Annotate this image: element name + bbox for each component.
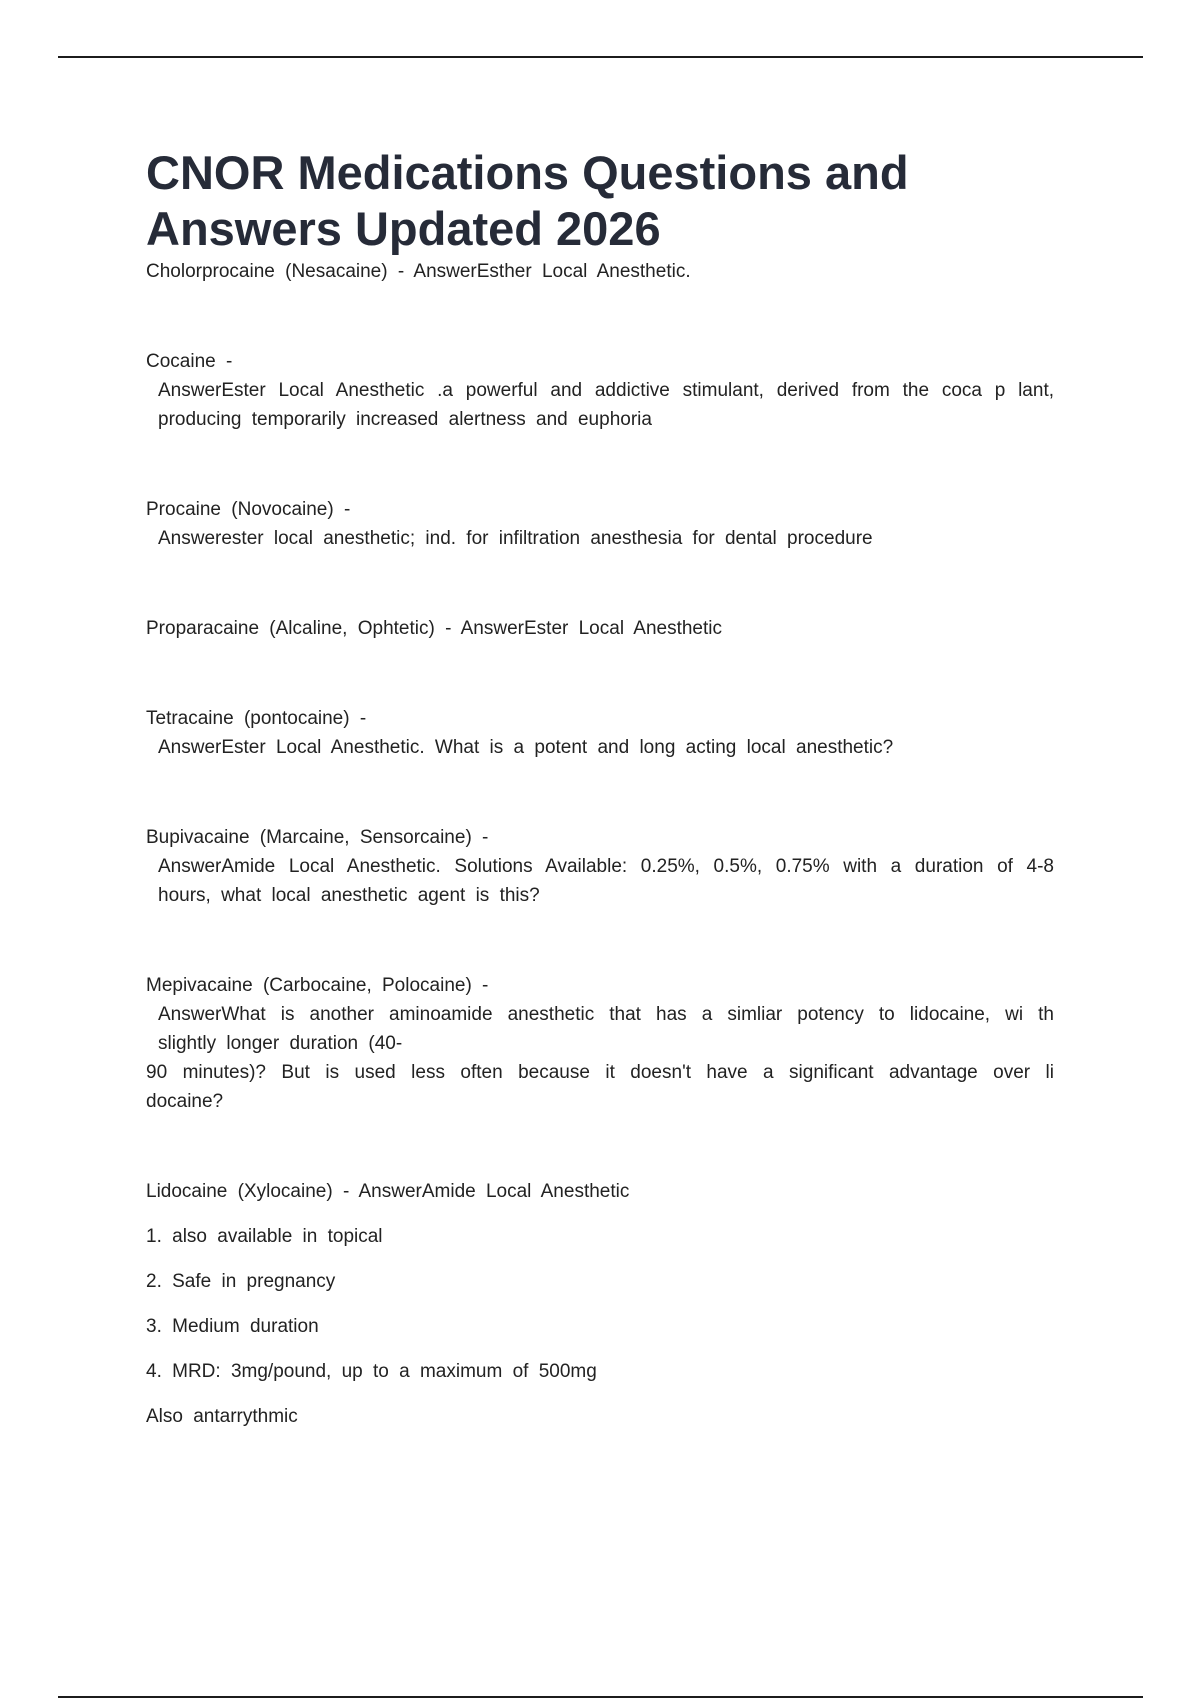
entry-chloroprocaine (146, 257, 1054, 286)
bottom-rule (58, 1696, 1143, 1698)
entry-lidocaine (146, 1177, 1054, 1431)
entry-term: Procaine (Novocaine) - (146, 499, 351, 520)
list-item: 2. Safe in pregnancy (146, 1271, 336, 1292)
entry-cocaine (146, 347, 1054, 434)
entry-term: Lidocaine (Xylocaine) - AnswerAmide Local Anesthetic (146, 1181, 630, 1202)
list-item: 4. MRD: 3mg/pound, up to a maximum of 500mg (146, 1361, 597, 1382)
entry-procaine (146, 495, 1054, 553)
entry-answer: AnswerWhat is another aminoamide anesthetic that has a simliar potency to lidocaine, wi th slightly longer duration (40- (158, 1004, 1054, 1054)
entry-answer-continued: 90 minutes)? But is used less often because it doesn't have a significant advantage over li docaine? (146, 1062, 1054, 1112)
entry-bupivacaine (146, 823, 1054, 910)
entry-note: Also antarrythmic (146, 1406, 298, 1427)
entry-mepivacaine (146, 971, 1054, 1116)
entry-answer: AnswerAmide Local Anesthetic. Solutions Available: 0.25%, 0.5%, 0.75% with a duration of 4-8 hours, what local anesthetic agent is this? (158, 856, 1054, 906)
top-rule (58, 56, 1143, 58)
entry-proparacaine (146, 614, 1054, 643)
entry-answer: AnswerEster Local Anesthetic. What is a potent and long acting local anesthetic? (158, 737, 894, 758)
entry-term: Tetracaine (pontocaine) - (146, 708, 367, 729)
entry-term: Proparacaine (Alcaline, Ophtetic) - AnswerEster Local Anesthetic (146, 618, 722, 639)
entry-answer: AnswerEster Local Anesthetic .a powerful and addictive stimulant, derived from the coca p lant, producing temporarily increased alertness and euphoria (158, 380, 1054, 430)
document-title: CNOR Medications Questions and Answers Updated 2026 (146, 146, 909, 255)
entry-tetracaine (146, 704, 1054, 762)
entry-term: Cocaine - (146, 351, 233, 372)
entry-term: Bupivacaine (Marcaine, Sensorcaine) - (146, 827, 489, 848)
entry-term: Mepivacaine (Carbocaine, Polocaine) - (146, 975, 489, 996)
list-item: 3. Medium duration (146, 1316, 319, 1337)
entry-term: Cholorprocaine (Nesacaine) - AnswerEsther Local Anesthetic. (146, 261, 691, 282)
document-body (146, 145, 1054, 1431)
list-item: 1. also available in topical (146, 1226, 383, 1247)
entry-answer: Answerester local anesthetic; ind. for infiltration anesthesia for dental procedure (158, 528, 873, 549)
